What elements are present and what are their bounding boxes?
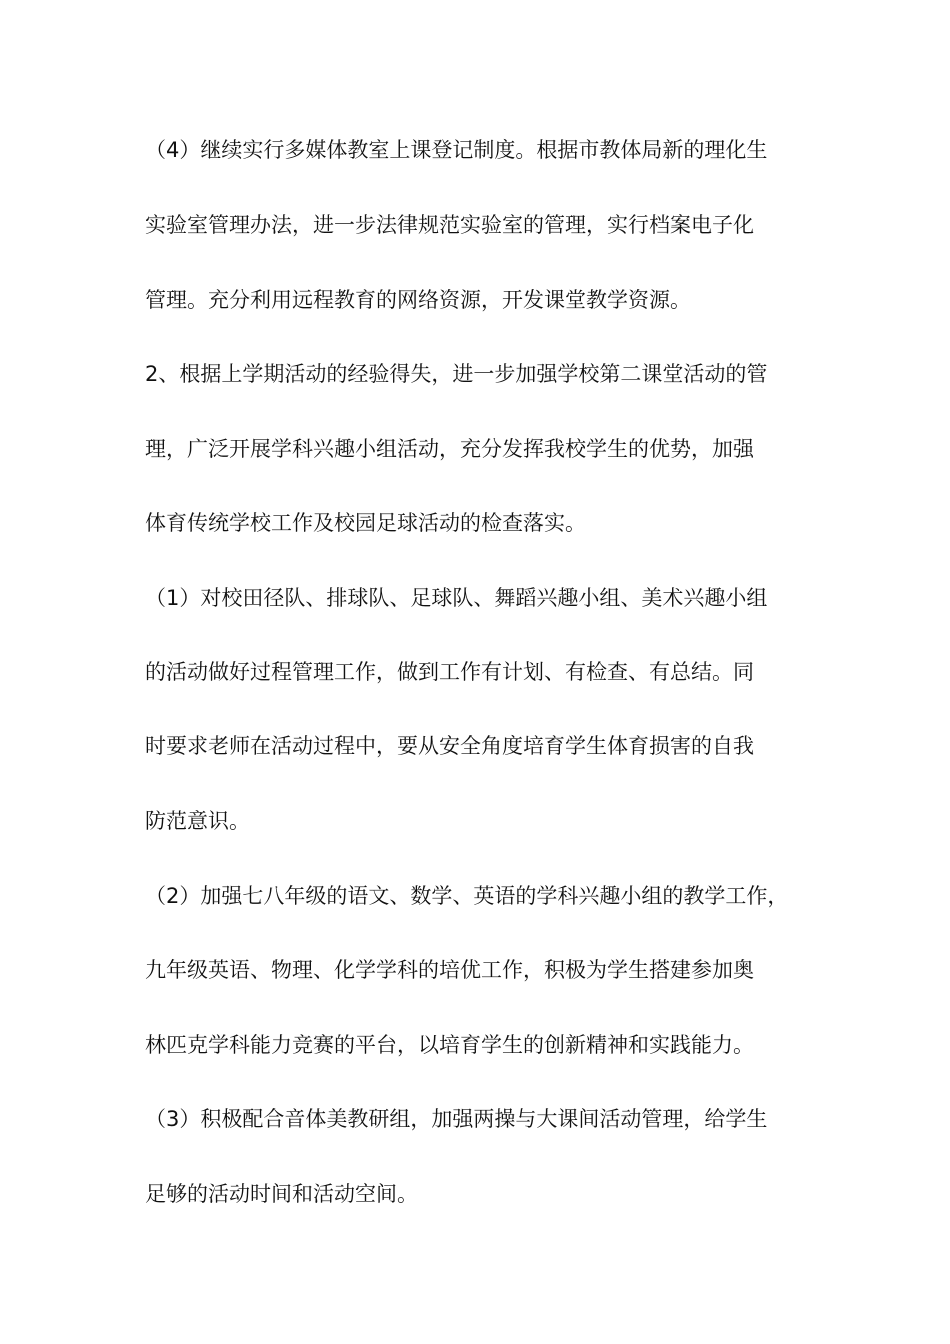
text-line: （3）积极配合音体美教研组，加强两操与大课间活动管理，给学生 bbox=[145, 1107, 768, 1131]
text-line: 体育传统学校工作及校园足球活动的检查落实。 bbox=[145, 511, 586, 535]
text-line: 实验室管理办法，进一步法律规范实验室的管理，实行档案电子化 bbox=[145, 213, 754, 237]
text-line: 林匹克学科能力竞赛的平台，以培育学生的创新精神和实践能力。 bbox=[145, 1033, 754, 1057]
text-line: 2、根据上学期活动的经验得失，进一步加强学校第二课堂活动的管 bbox=[145, 362, 768, 386]
text-line: 九年级英语、物理、化学学科的培优工作，积极为学生搭建参加奥 bbox=[145, 958, 754, 982]
text-line: （4）继续实行多媒体教室上课登记制度。根据市教体局新的理化生 bbox=[145, 138, 768, 162]
text-line: （2）加强七八年级的语文、数学、英语的学科兴趣小组的教学工作， bbox=[145, 884, 789, 908]
text-line: 足够的活动时间和活动空间。 bbox=[145, 1182, 418, 1206]
text-line: （1）对校田径队、排球队、足球队、舞蹈兴趣小组、美术兴趣小组 bbox=[145, 586, 768, 610]
text-line: 的活动做好过程管理工作，做到工作有计划、有检查、有总结。同 bbox=[145, 660, 754, 684]
text-line: 理，广泛开展学科兴趣小组活动，充分发挥我校学生的优势，加强 bbox=[145, 437, 754, 461]
text-line: 时要求老师在活动过程中，要从安全角度培育学生体育损害的自我 bbox=[145, 734, 754, 758]
text-line: 管理。充分利用远程教育的网络资源，开发课堂教学资源。 bbox=[145, 288, 691, 312]
text-line: 防范意识。 bbox=[145, 809, 250, 833]
